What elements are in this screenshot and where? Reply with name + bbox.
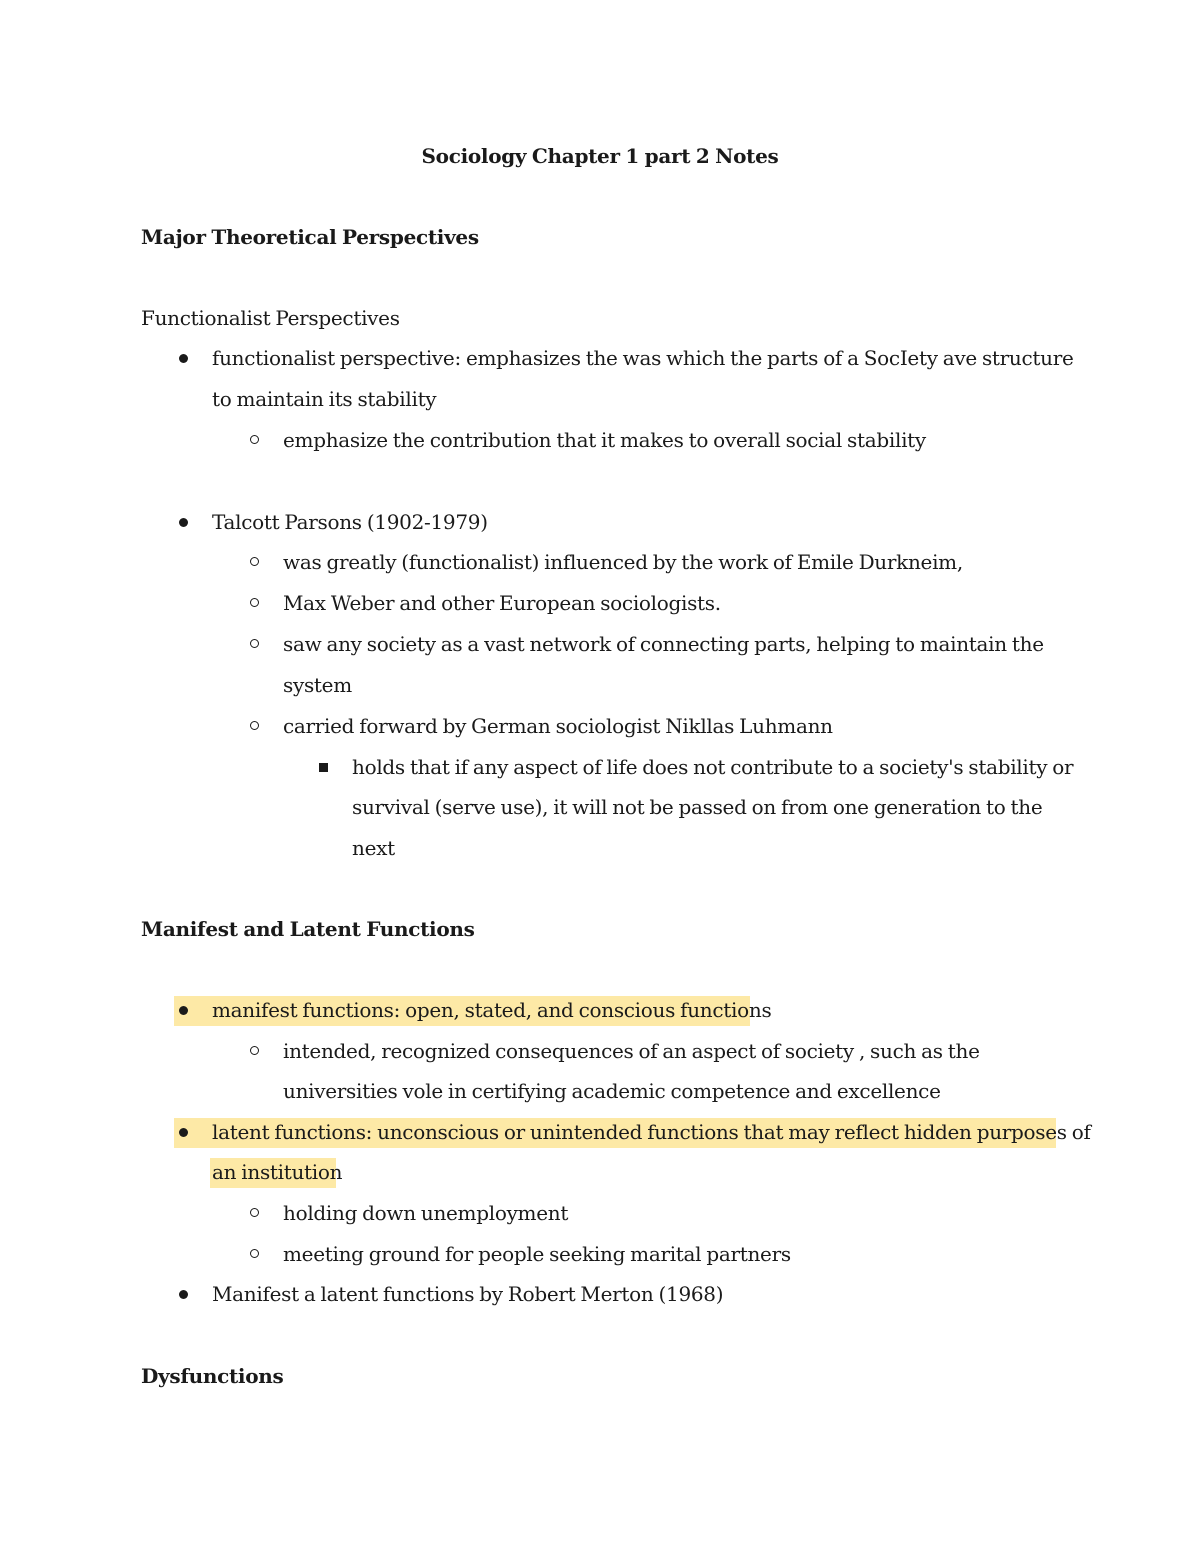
list-item: Manifest a latent functions by Robert Merton (1968) (212, 1282, 724, 1306)
list-item: functionalist perspective: emphasizes the was which the parts of a SocIety ave structure (212, 346, 1074, 370)
bullet-circle-icon (250, 639, 259, 648)
bullet-circle-icon (250, 598, 259, 607)
list-item-continued: universities vole in certifying academic competence and excellence (283, 1079, 941, 1103)
list-item: Max Weber and other European sociologists. (283, 591, 721, 615)
list-item-highlighted: latent functions: unconscious or unintended functions that may reflect hidden purposes of (212, 1120, 1091, 1144)
list-item: carried forward by German sociologist Nikllas Luhmann (283, 714, 833, 738)
bullet-dot-icon (179, 354, 188, 363)
bullet-dot-icon (179, 518, 188, 527)
list-item: holds that if any aspect of life does not contribute to a society's stability or (352, 755, 1074, 779)
bullet-circle-icon (250, 1046, 259, 1055)
list-item: emphasize the contribution that it makes to overall social stability (283, 428, 926, 452)
list-item-continued: next (352, 836, 395, 860)
list-item: meeting ground for people seeking marital partners (283, 1242, 791, 1266)
list-item: holding down unemployment (283, 1201, 569, 1225)
bullet-dot-icon (179, 1290, 188, 1299)
list-item-continued: system (283, 673, 352, 697)
bullet-circle-icon (250, 557, 259, 566)
bullet-circle-icon (250, 1249, 259, 1258)
list-item: intended, recognized consequences of an aspect of society , such as the (283, 1039, 980, 1063)
bullet-circle-icon (250, 721, 259, 730)
list-item-continued: an institution (212, 1160, 343, 1184)
subheading-functionalist: Functionalist Perspectives (141, 306, 400, 330)
list-item: was greatly (functionalist) influenced by the work of Emile Durkneim, (283, 550, 963, 574)
section-heading-dysfunctions: Dysfunctions (141, 1364, 284, 1388)
bullet-square-icon (319, 763, 328, 772)
list-item: saw any society as a vast network of connecting parts, helping to maintain the (283, 632, 1044, 656)
page-title: Sociology Chapter 1 part 2 Notes (421, 144, 779, 168)
list-item-continued: to maintain its stability (212, 387, 437, 411)
list-item: Talcott Parsons (1902-1979) (212, 510, 488, 534)
list-item-highlighted: manifest functions: open, stated, and conscious functions (212, 998, 772, 1022)
bullet-dot-icon (179, 1006, 188, 1015)
list-item-continued: survival (serve use), it will not be passed on from one generation to the (352, 795, 1043, 819)
section-heading-manifest: Manifest and Latent Functions (141, 917, 475, 941)
bullet-dot-icon (179, 1128, 188, 1137)
bullet-circle-icon (250, 1208, 259, 1217)
section-heading-major: Major Theoretical Perspectives (141, 225, 479, 249)
bullet-circle-icon (250, 435, 259, 444)
